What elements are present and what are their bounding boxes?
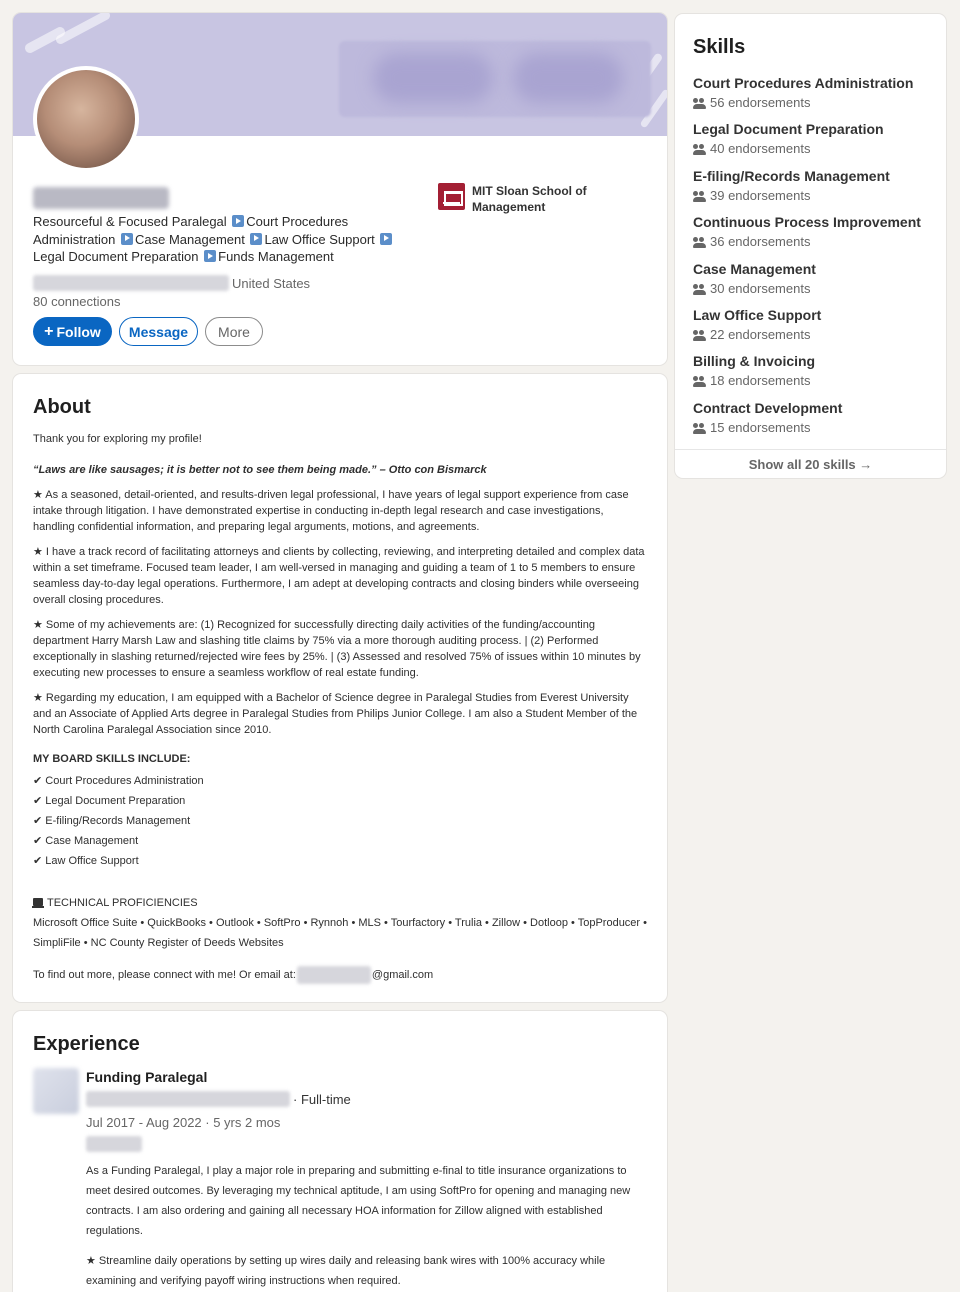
follow-button[interactable]: + Follow <box>33 317 112 346</box>
about-body <box>33 431 647 984</box>
skills-heading: MY BOARD SKILLS INCLUDE: <box>33 753 191 765</box>
job-description: As a Funding Paralegal, I play a major role in preparing and submitting e-final to title insurance organizations to meet desired outcomes. By leveraging my technical aptitude, I am using SoftPro for opening and managing new contracts. I am also ordering and gaining all necessary HOA information for Zillow aligned with established regulations. ★ Streamline daily operations by setting up wires daily and releasing bank wires with 100% accuracy while examining and verifying payoff wiring instructions when required. <box>86 1165 631 1287</box>
skill-item[interactable]: Billing & Invoicing 18 endorsements <box>693 353 816 388</box>
people-icon <box>693 191 707 202</box>
about-title: About <box>33 396 91 418</box>
experience-title: Experience <box>33 1033 140 1055</box>
profile-name-redacted <box>33 187 169 209</box>
tech-heading: TECHNICAL PROFICIENCIES <box>33 893 647 913</box>
profile-headline: Resourceful & Focused Paralegal Court Procedures Administration Case Management Law Office Support Legal Document Preparation Funds Management <box>33 213 403 266</box>
play-icon <box>121 233 133 245</box>
avatar[interactable] <box>33 66 139 172</box>
people-icon <box>693 284 707 295</box>
skill-item[interactable]: E-filing/Records Management 39 endorsements <box>693 168 890 203</box>
list-item: ✔ Case Management <box>33 835 139 847</box>
message-button[interactable]: Message <box>119 317 198 346</box>
people-icon <box>693 144 707 155</box>
about-card <box>13 374 667 1002</box>
divider <box>675 449 946 450</box>
skill-item[interactable]: Case Management 30 endorsements <box>693 261 816 296</box>
play-icon <box>250 233 262 245</box>
skill-item[interactable]: Law Office Support 22 endorsements <box>693 307 822 342</box>
list-item: ✔ Court Procedures Administration <box>33 775 204 787</box>
connections-count[interactable]: 80 connections <box>33 294 121 309</box>
people-icon <box>693 423 707 434</box>
job-dates: Jul 2017 - Aug 2022 · 5 yrs 2 mos <box>86 1115 281 1130</box>
tech-list: Microsoft Office Suite • QuickBooks • Outlook • SoftPro • Rynnoh • MLS • Tourfactory • Trulia • Zillow • Dotloop • TopProducer • SimpliFile • NC County Register of Deeds Websites <box>33 917 647 949</box>
play-icon <box>380 233 392 245</box>
school-name: MIT Sloan School of Management <box>472 184 587 214</box>
contact-line: To find out more, please connect with me! Or email at: @gmail.com <box>33 966 647 984</box>
list-item: ✔ Legal Document Preparation <box>33 795 186 807</box>
about-paragraph: ★ I have a track record of facilitating attorneys and clients by collecting, reviewing, and interpreting detailed and complex data within a set timeframe. Focused team leader, I am well-versed in managing and guiding a team of 1 to 5 members to ensure seamless day-to-day legal operations. Furthermore, I am adept at developing contracts and closing binders while overseeing overall closing procedures. <box>33 546 645 606</box>
skill-item[interactable]: Continuous Process Improvement 36 endorsements <box>693 214 921 249</box>
people-icon <box>693 376 707 387</box>
more-button[interactable]: More <box>205 317 263 346</box>
laptop-icon <box>33 898 43 906</box>
about-paragraph: ★ Regarding my education, I am equipped with a Bachelor of Science degree in Paralegal Studies from Everest University and an Associate of Applied Arts degree in Paralegal Studies from Philips Junior College. I am also a Student Member of the North Carolina Paralegal Association since 2010. <box>33 692 638 736</box>
skill-item[interactable]: Court Procedures Administration 56 endorsements <box>693 75 914 110</box>
profile-actions <box>33 317 263 346</box>
about-quote: “Laws are like sausages; it is better not to see them being made.” – Otto con Bismarck <box>33 464 487 476</box>
school-logo-icon <box>438 183 465 210</box>
email-redacted <box>297 966 371 984</box>
profile-location: United States <box>33 274 310 292</box>
profile-card <box>13 13 667 365</box>
list-item: ✔ Law Office Support <box>33 855 139 867</box>
skill-item[interactable]: Contract Development 15 endorsements <box>693 400 843 435</box>
people-icon <box>693 237 707 248</box>
about-paragraph: ★ Some of my achievements are: (1) Recognized for successfully directing daily activities of the funding/accounting department Harry Marsh Law and slashing title claims by 75% via a more thorough auditing process. | (2) Performed exceptionally in slashing returned/rejected wire fees by 25%. | (3) Assessed and resolved 75% of issues within 10 minutes by executing new processes to ensure a seamless workflow of real estate funding. <box>33 619 641 679</box>
education-link[interactable] <box>438 183 592 215</box>
skills-card <box>675 14 946 478</box>
play-icon <box>204 250 216 262</box>
list-item: ✔ E-filing/Records Management <box>33 815 191 827</box>
people-icon <box>693 330 707 341</box>
job-title: Funding Paralegal <box>86 1069 208 1085</box>
about-paragraph: ★ As a seasoned, detail-oriented, and results-driven legal professional, I have years of legal support experience from case intake through litigation. I have demonstrated expertise in conducting in-depth legal research and case investigations, handling confidential information, and preparing legal arguments, motions, and agreements. <box>33 489 629 533</box>
skills-title: Skills <box>693 36 746 58</box>
people-icon <box>693 98 707 109</box>
plus-icon: + <box>44 322 54 340</box>
company-row: · Full-time <box>86 1091 351 1107</box>
play-icon <box>232 215 244 227</box>
about-intro: Thank you for exploring my profile! <box>33 433 202 445</box>
skill-item[interactable]: Legal Document Preparation 40 endorsements <box>693 121 884 156</box>
job-location-redacted <box>86 1136 142 1152</box>
location-redacted <box>33 275 229 291</box>
experience-card <box>13 1011 667 1292</box>
company-logo[interactable] <box>33 1068 79 1114</box>
show-all-skills-button[interactable]: Show all 20 skills → <box>748 457 873 472</box>
company-name-redacted[interactable] <box>86 1091 290 1107</box>
